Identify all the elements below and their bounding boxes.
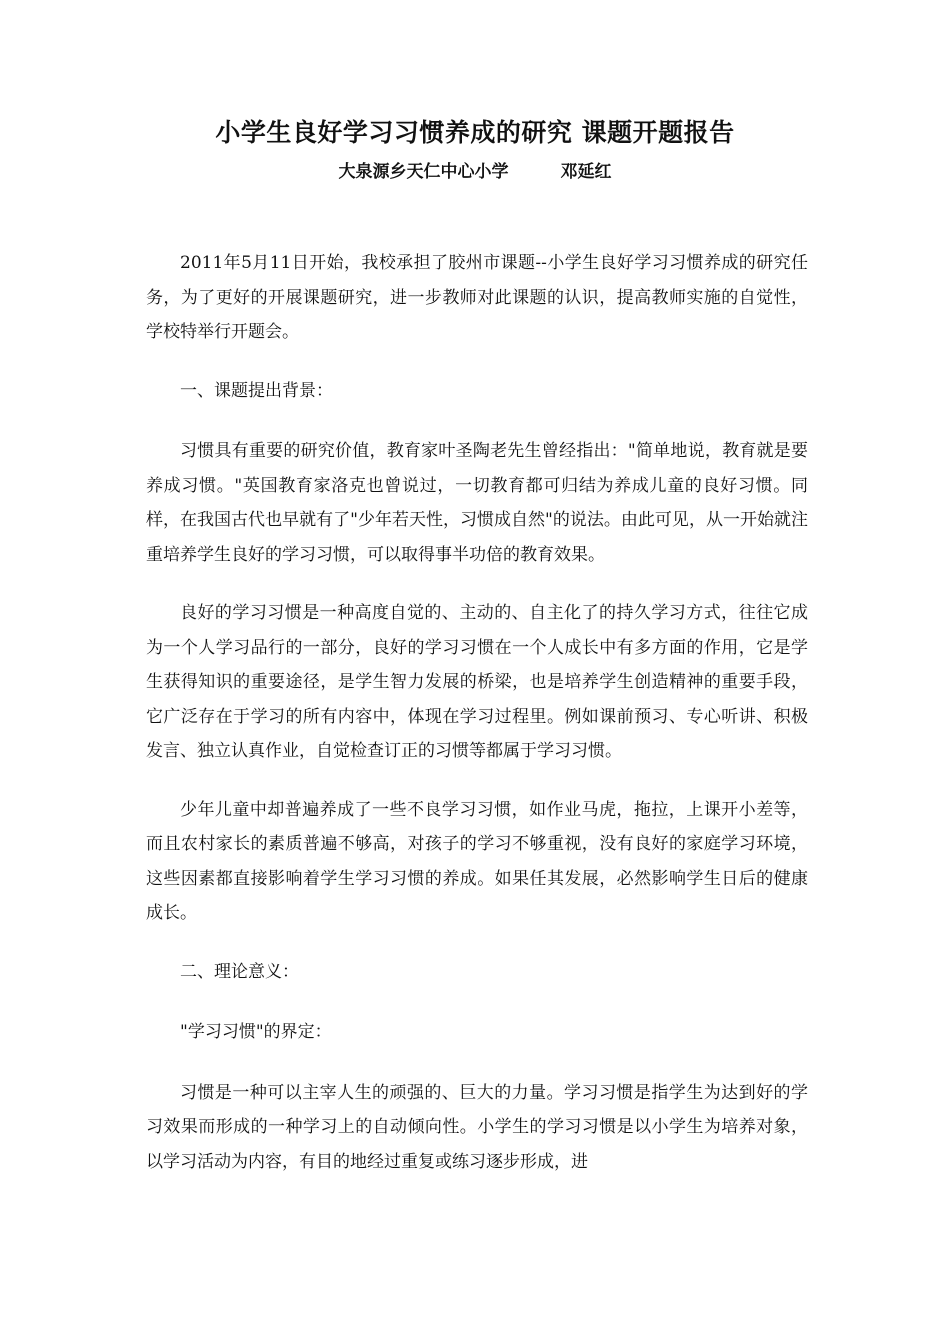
document-title: 小学生良好学习习惯养成的研究 课题开题报告 — [215, 118, 735, 147]
paragraph-background-1: 习惯具有重要的研究价值，教育家叶圣陶老先生曾经指出："简单地说，教育就是要养成习惯。"英国教育家洛克也曾说过，一切教育都可归结为养成儿童的良好习惯。同样，在我国古代也早就有了"少年若天性，习惯成自然"的说法。由此可见，从一开始就注重培养学生良好的学习习惯，可以取得事半功倍的教育效果。 — [146, 441, 808, 565]
subheading-definition: "学习习惯"的界定： — [180, 1022, 332, 1042]
school-name: 大泉源乡天仁中心小学 — [338, 162, 509, 182]
paragraph-intro: 2011年5月11日开始，我校承担了胶州市课题--小学生良好学习习惯养成的研究任务，为了更好的开展课题研究，进一步教师对此课题的认识，提高教师实施的自觉性，学校特举行开题会。 — [146, 253, 808, 342]
section-heading-theory: 二、理论意义： — [180, 961, 299, 982]
paragraph-background-3: 少年儿童中却普遍养成了一些不良学习习惯，如作业马虎，拖拉，上课开小差等，而且农村家长的素质普遍不够高，对孩子的学习不够重视，没有良好的家庭学习环境，这些因素都直接影响着学生学习习惯的养成。如果任其发展，必然影响学生日后的健康成长。 — [146, 799, 808, 923]
paragraph-background-2: 良好的学习习惯是一种高度自觉的、主动的、自主化了的持久学习方式，往往它成为一个人学习品行的一部分，良好的学习习惯在一个人成长中有多方面的作用，它是学生获得知识的重要途径，是学生智力发展的桥梁，也是培养学生创造精神的重要手段，它广泛存在于学习的所有内容中，体现在学习过程里。例如课前预习、专心听讲、积极发言、独立认真作业，自觉检查订正的习惯等都属于学习习惯。 — [146, 603, 808, 761]
byline — [0, 160, 950, 184]
paragraph-definition: 习惯是一种可以主宰人生的顽强的、巨大的力量。学习习惯是指学生为达到好的学习效果而形成的一种学习上的自动倾向性。小学生的学习习惯是以小学生为培养对象，以学习活动为内容，有目的地经过重复或练习逐步形成，进 — [146, 1082, 808, 1172]
author-name: 邓延红 — [560, 162, 612, 182]
section-heading-background: 一、课题提出背景： — [180, 380, 333, 401]
document-body — [146, 246, 808, 1203]
